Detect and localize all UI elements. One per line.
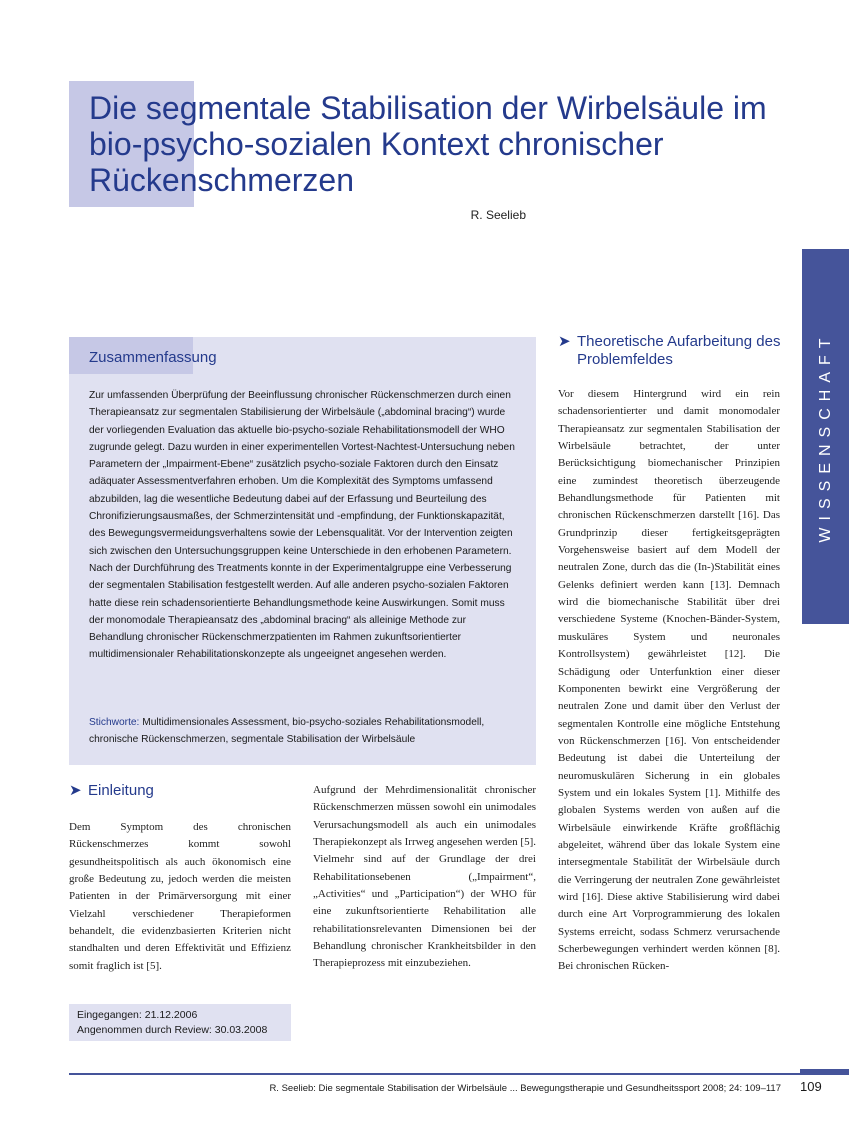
- keywords-label: Stichworte:: [89, 717, 140, 728]
- section-tab-label: WISSENSCHAFT: [816, 330, 834, 543]
- abstract-text: Zur umfassenden Überprüfung der Beeinflussung chronischer Rückenschmerzen durch einen Therapieansatz zur segmentalen Stabilisierung der Wirbelsäule („abdominal bracing“) wurde der vorliegenden Evaluation das aktuelle bio-psycho-soziale Rehabilitationsmodell der WHO zugrunde gelegt. Dazu wurden in einer experimentellen Vortest-Nachtest-Untersuchung neben Parametern der „Impairment-Ebene“ zusätzlich psycho-soziale Faktoren durch den Einsatz adäquater Assessmentverfahren erhoben. Um die Komplexität des Symptoms umfassend abzubilden, lag die wesentliche Bedeutung dabei auf der Erfassung und Beurteilung des Chronifizierungsausmaßes, der Schmerzintensität und -empfindung, der Funktionskapazität, des Bewegungsvermeidungsverhaltens sowie der Lebensqualität. Vor der Intervention zeigten sich zwischen den Untersuchungsgruppen keine Unterschiede in den erhobenen Parametern. Nach der Durchführung des Treatments konnte in der Experimentalgruppe eine Verbesserung der segmentalen Stabilisation festgestellt werden. Auf alle anderen psycho-sozialen Faktoren hatte diese rein schadensorientierte Behandlungsmethode keine Auswirkungen. Somit muss der monomodale Therapieansatz des „abdominal bracing“ als alleinige Methode zur Behandlung chronischer Rückenschmerzpatienten im Rahmen zukunftsorientierter multidimensionaler Rehabilitationskonzepte als ungeeignet angesehen werden.: [89, 390, 515, 661]
- footer-citation: R. Seelieb: Die segmentale Stabilisation der Wirbelsäule ... Bewegungstherapie und Gesundheitssport 2008; 24: 109–117: [269, 1083, 781, 1094]
- section-arrow-icon: ➤: [69, 782, 82, 799]
- section-heading-intro: [69, 782, 299, 800]
- received-date: Eingegangen: 21.12.2006: [77, 1009, 198, 1021]
- keywords-text: Multidimensionales Assessment, bio-psycho-soziales Rehabilitationsmodell, chronische Rückenschmerzen, segmentale Stabilisation der Wirbelsäule: [89, 717, 485, 746]
- article-title: Die segmentale Stabilisation der Wirbelsäule im bio-psycho-sozialen Kontext chronischer Rückenschmerzen: [89, 90, 767, 198]
- received-box: [69, 1004, 291, 1041]
- author: R. Seelieb: [470, 208, 526, 222]
- page-number: 109: [800, 1079, 822, 1094]
- section-tab: [802, 249, 849, 624]
- footer-rule: [69, 1073, 800, 1075]
- theory-heading-text: Theoretische Aufarbeitung des Problemfeldes: [577, 333, 781, 368]
- middle-paragraph: Aufgrund der Mehrdimensionalität chronischer Rückenschmerzen müssen sowohl ein unimodales Verursachungsmodell als auch ein unimodales Therapiekonzept als Irrweg angesehen werden [5]. Vielmehr sind auf der Grundlage der drei Rehabilitationsebenen („Impairment“, „Activities“ und „Participation“) der WHO für eine zukunftsorientierte Rehabilitation alle rehabilitationsrelevanten Dimensionen bei der Behandlung chronischer Krankheitsbilder in den Therapieprozess mit einzubeziehen.: [313, 784, 536, 970]
- abstract-box: [69, 337, 536, 765]
- keywords: [89, 714, 521, 749]
- accepted-date: Angenommen durch Review: 30.03.2008: [77, 1023, 268, 1036]
- section-arrow-icon: ➤: [558, 333, 571, 350]
- theory-paragraph: Vor diesem Hintergrund wird ein rein schadensorientierter und damit monomodaler Therapieansatz zur segmentalen Stabilisation der Wirbelsäule betrachtet, der unter Berücksichtigung biomechanischer Prinzipien eine zumindest theoretisch überzeugende Behandlungsmethode für Patienten mit chronischen Rückenschmerzen darstellt [16]. Das Grundprinzip dieser fertigkeitsgeprägten Vorgehensweise basiert auf dem Modell der neutralen Zone, durch das die (In-)Stabilität eines Gelenks definiert werden kann [13]. Demnach wird die biomechanische Stabilität über drei verschiedene Systeme (Knochen-Bänder-System, muskuläres System und neuronales Kontrollsystem) gewährleistet [12]. Die Schädigung oder Unterfunktion einer dieser Komponenten bewirkt eine Vergrößerung der neutralen Zone und damit über den Verlust der segmentalen Kontrolle eine mögliche Entstehung von Rückenschmerzen [16]. Von entscheidender Bedeutung ist dabei die Unterteilung der neuromuskulären Sicherung in ein globales System und ein lokales System [1]. Mithilfe des globalen Systems werden von außen auf die Wirbelsäule einwirkende Kräfte großflächig abgeleitet, während über das lokale System eine intersegmentale Stabilität der Wirbelsäule durch die Verringerung der neutralen Zone gewährleistet wird [16]. Diese aktive Stabilisierung wird dabei durch eine Art Vorprogrammierung des lokalen Systems erreicht, sodass Schmerz verursachende Scherbewegungen verhindert werden können [8]. Bei chronischen Rücken-: [558, 388, 780, 973]
- abstract-heading: Zusammenfassung: [89, 349, 217, 366]
- footer-page-mark: [800, 1069, 849, 1075]
- section-heading-theory: [558, 333, 798, 369]
- intro-heading-text: Einleitung: [88, 782, 154, 799]
- intro-paragraph: Dem Symptom des chronischen Rückenschmerzes kommt sowohl gesundheitspolitisch als auch ökonomisch eine große Bedeutung zu, jedoch werden die meisten Patienten in der Primärversorgung mit einer Vielzahl verschiedener Therapieformen behandelt, die evidenzbasierten Kriterien nicht standhalten und deren Effektivität und Effizienz somit fraglich ist [5].: [69, 821, 291, 972]
